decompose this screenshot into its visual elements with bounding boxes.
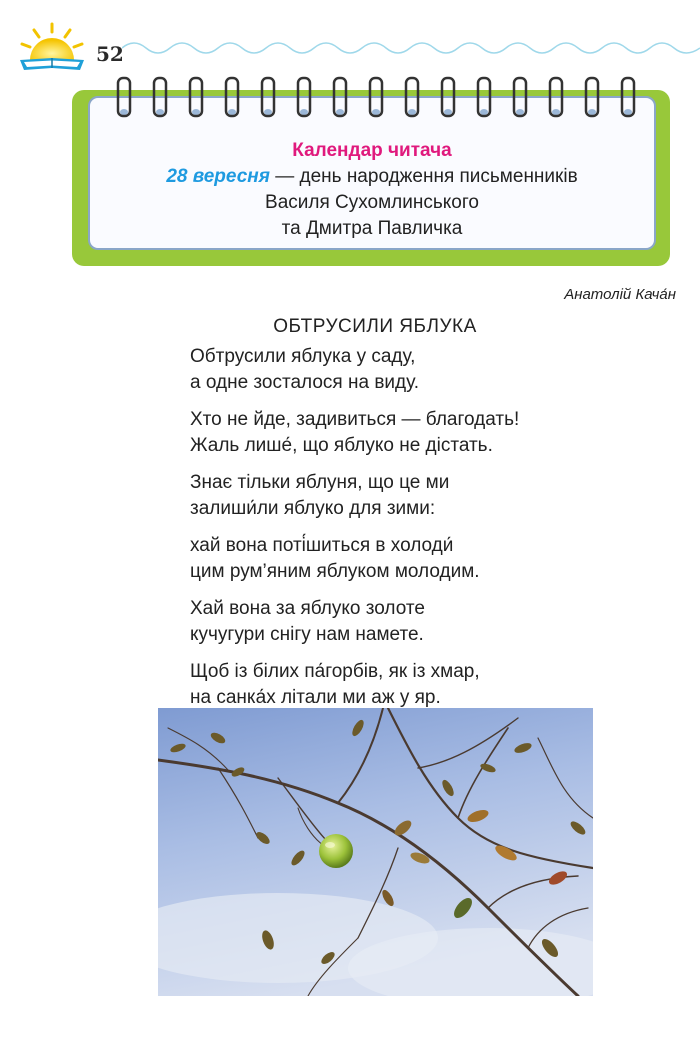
poem-line: залиши́ли яблуко для зими: bbox=[190, 497, 436, 519]
poem-title: ОБТРУСИЛИ ЯБЛУКА bbox=[273, 316, 477, 337]
stanza bbox=[190, 470, 670, 521]
binding-ring bbox=[622, 78, 634, 116]
calendar-text bbox=[90, 138, 654, 242]
binding-ring bbox=[478, 78, 490, 116]
stanza bbox=[190, 596, 670, 647]
binding-ring bbox=[226, 78, 238, 116]
calendar-date: 28 вересня bbox=[166, 166, 270, 187]
binding-ring bbox=[442, 78, 454, 116]
calendar-line-3: та Дмитра Павличка bbox=[281, 218, 463, 239]
binding-ring bbox=[334, 78, 346, 116]
poem-line: Обтрусили яблука у саду, bbox=[190, 346, 416, 367]
binding-ring bbox=[586, 78, 598, 116]
poem-line: Знає тільки яблуня, що це ми bbox=[190, 472, 450, 493]
poem-line: кучугури снігу нам намете. bbox=[190, 623, 424, 645]
poem-line: Щоб із білих па́горбів, як із хмар, bbox=[190, 661, 480, 682]
stanza bbox=[190, 344, 670, 395]
poem-line: Жаль лише́, що яблуко не дістать. bbox=[190, 434, 493, 456]
page-header bbox=[0, 0, 700, 80]
stanza bbox=[190, 407, 670, 458]
poem-line: Хай вона за яблуко золоте bbox=[190, 598, 425, 619]
binding-ring bbox=[550, 78, 562, 116]
binding-ring bbox=[298, 78, 310, 116]
sun-over-open-book-icon bbox=[16, 20, 88, 76]
poem-line: Хто не йде, задивиться — благодать! bbox=[190, 409, 520, 430]
calendar-date-text: — день народження письменників bbox=[269, 166, 578, 187]
poem-author: Анатолій Кача́н bbox=[564, 286, 676, 303]
spiral-binding-rings bbox=[106, 76, 646, 122]
binding-ring bbox=[370, 78, 382, 116]
binding-ring bbox=[262, 78, 274, 116]
binding-ring bbox=[406, 78, 418, 116]
poem-line: на санка́х літали ми аж у яр. bbox=[190, 686, 441, 708]
stanza bbox=[190, 659, 670, 710]
stanza bbox=[190, 533, 670, 584]
binding-ring bbox=[154, 78, 166, 116]
poem-line: хай вона поті́шиться в холоди́ bbox=[190, 535, 454, 556]
binding-ring bbox=[190, 78, 202, 116]
apple-on-branch-photo bbox=[158, 708, 593, 996]
poem-body bbox=[190, 344, 670, 722]
poem-line: а одне зосталося на виду. bbox=[190, 371, 419, 393]
calendar-date-line bbox=[90, 164, 654, 190]
calendar-title: Календар читача bbox=[292, 140, 452, 161]
poem-line: цим рум’яним яблуком молодим. bbox=[190, 560, 480, 582]
binding-ring bbox=[514, 78, 526, 116]
page-number: 52 bbox=[96, 42, 124, 66]
decorative-wave-line bbox=[122, 36, 700, 60]
calendar-line-2: Василя Сухомлинського bbox=[265, 192, 479, 213]
binding-ring bbox=[118, 78, 130, 116]
reader-calendar-card bbox=[72, 90, 670, 266]
